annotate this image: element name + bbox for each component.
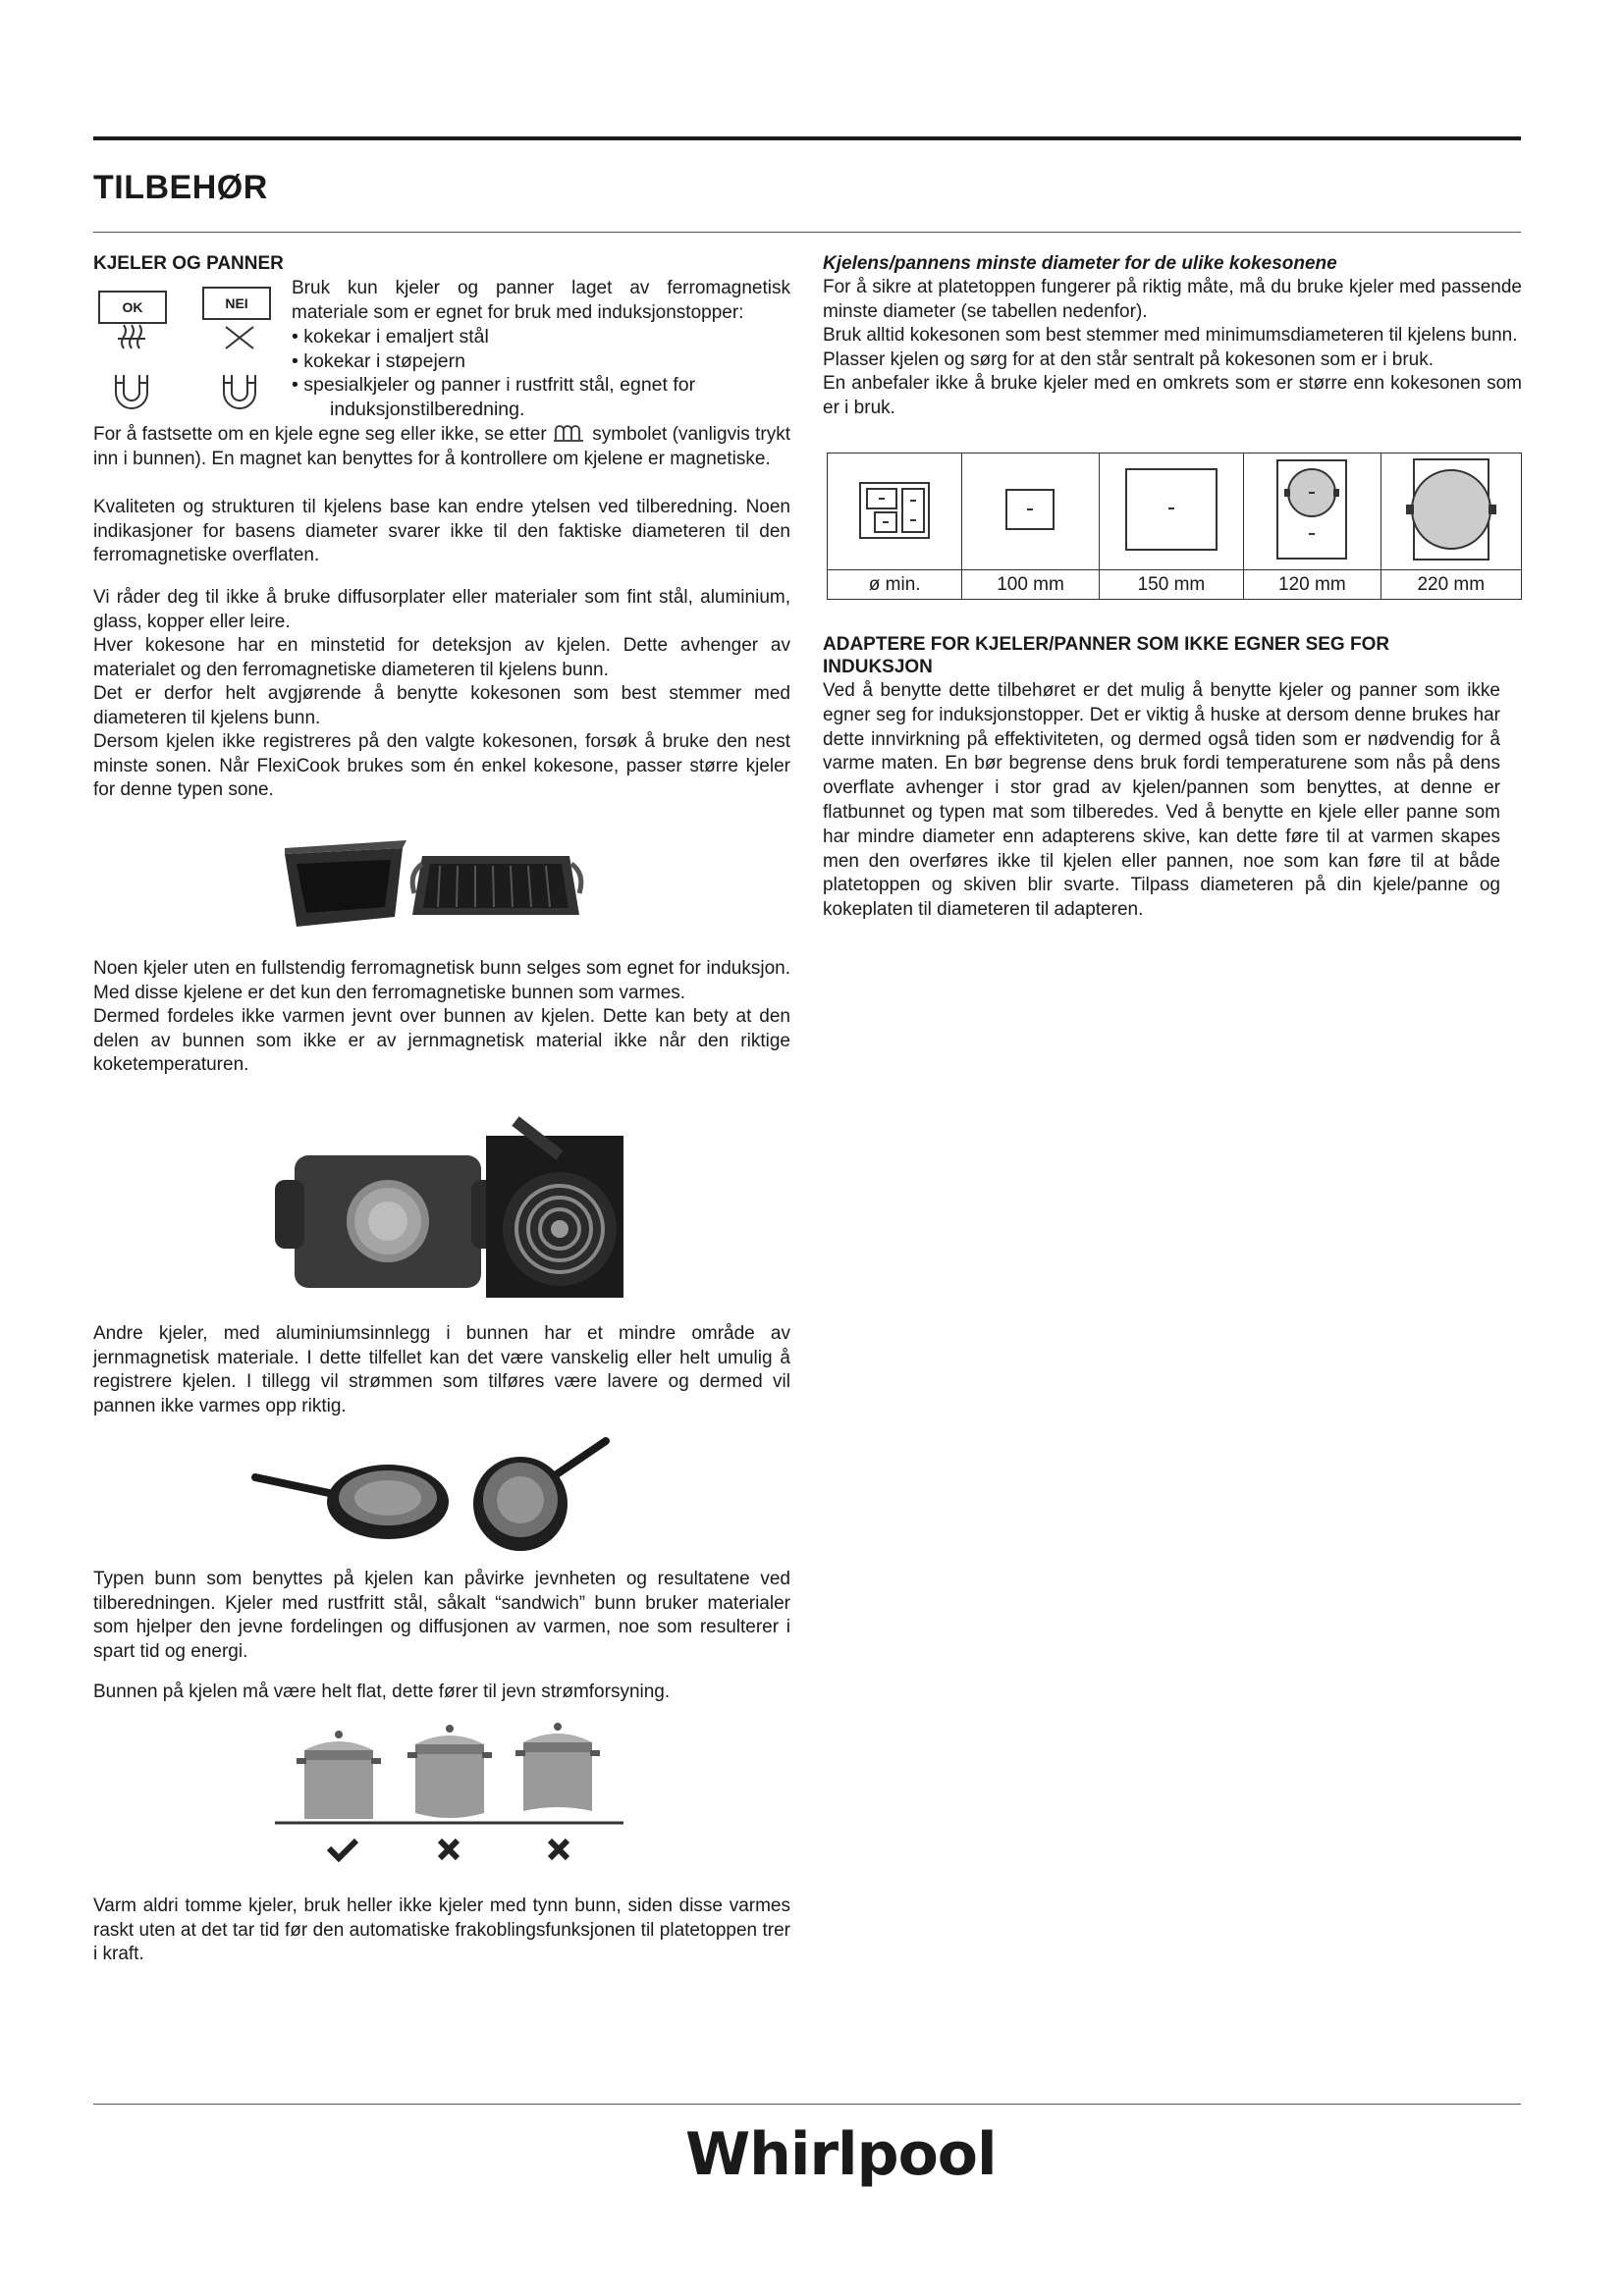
- list-item: • kokekar i støpejern: [292, 349, 465, 372]
- cross-icon-2: [550, 1841, 568, 1858]
- intro-line-2: materiale som er egnet for bruk med induksjonstopper:: [292, 301, 744, 323]
- cross-icon-1: [440, 1841, 458, 1858]
- min-diameter-table: [827, 453, 1522, 600]
- table-row: [828, 570, 1522, 600]
- zone-pan-small-icon: [1268, 455, 1356, 563]
- cross-icon: [226, 327, 253, 348]
- partial-base-pans-image: [275, 1111, 628, 1298]
- flat-base-pots-image: [275, 1723, 628, 1880]
- symbol-text-a: For å fastsette om en kjele egne seg eller ikke, se etter: [93, 424, 547, 445]
- symbol-paragraph: [93, 422, 790, 471]
- zone-220-cell: [1380, 454, 1521, 570]
- zone-pan-large-icon: [1402, 455, 1500, 563]
- pot-convex-icon: [515, 1723, 600, 1811]
- zone-small-icon: [1001, 485, 1060, 534]
- uneven-text: Dermed fordeles ikke varmen jevnt over bunnen av kjelen. Dette kan bety at den delen av bunnen som ikke er av jernmagnetisk material ikke når den riktige koketemperaturen.: [93, 1006, 790, 1075]
- roasting-pan-grill-image: [265, 825, 589, 937]
- zone-text: Det er derfor helt avgjørende å benytte kokesonen som best stemmer med diameteren til kjelens bunn.: [93, 683, 790, 728]
- zone-150-cell: [1099, 454, 1244, 570]
- partial-base-paragraph: [93, 957, 790, 1078]
- adapter-text: Ved å benytte dette tilbehøret er det mulig å benytte kjeler og panner som ikke egner seg for induksjonstopper. Det er viktig å huske at dersom denne brukes har dette innvirkning på effektiviteten, og dermed også tiden som er nødvendig for å varme maten. En bør begrense dens bruk fordi temperaturene som nås på dens overflate avhenger i stor grad av kjelen/pannen som benyttes, at denne er flatbunnet og typen mat som tilberedes. Ved å benytte en kjele eller panne som har mindre diameter enn adapterens skive, kan dette føre til at varmen skapes men den overføres ikke til kjelen eller pannen, noe som kan føre til at både platetoppen og skiven blir svarte. Tilpass diameteren på din kjele/panne og kokeplaten til diameteren til adapteren.: [823, 680, 1500, 921]
- page-title: TILBEHØR: [93, 169, 268, 206]
- intro-block: [292, 277, 790, 421]
- diameter-text-3: Plasser kjelen og sørg for at den står sentralt på kokesonen som er i bruk.: [823, 348, 1435, 370]
- pot-concave-icon: [407, 1725, 492, 1818]
- aluminium-text: Andre kjeler, med aluminiumsinnlegg i bunnen har et mindre område av jernmagnetisk materiale. I dette tilfellet kan det være vanskelig eller helt umulig å registrere kjelen. I tillegg vil strømmen som tilføres være lavere og dermed vil pannen ikke varmes opp riktig.: [93, 1323, 790, 1416]
- intro-line-1: Bruk kun kjeler og panner laget av ferromagnetisk: [292, 278, 790, 298]
- section-heading-pots: KJELER OG PANNER: [93, 253, 284, 274]
- list-item: induksjonstilberedning.: [330, 398, 525, 420]
- frying-pan-left-icon: [255, 1465, 449, 1539]
- diameter-text-4: En anbefaler ikke å bruke kjeler med en omkrets som er større enn kokesonen som er i bruk.: [823, 373, 1522, 418]
- cookware-list: [292, 325, 790, 421]
- magnet-icon-nei: [224, 375, 255, 408]
- table-cell: 220 mm: [1380, 570, 1521, 600]
- table-row: [828, 454, 1522, 570]
- magnet-icon: [116, 375, 147, 408]
- list-item: • spesialkjeler og panner i rustfritt stål, egnet for: [292, 374, 696, 396]
- ok-label: OK: [98, 291, 167, 324]
- pot-flat-icon: [297, 1731, 381, 1819]
- ok-nei-symbols-icon: [98, 324, 285, 412]
- nei-label: NEI: [202, 287, 271, 320]
- zone-layout-cell: [828, 454, 962, 570]
- check-icon: [329, 1841, 356, 1858]
- zone-large-icon: [1122, 465, 1220, 554]
- empty-pot-text: Varm aldri tomme kjeler, bruk heller ikke kjeler med tynn bunn, siden disse varmes raskt uten at det tar tid før den automatiske frakoblingsfunksjonen til platetoppen trer i kraft.: [93, 1896, 790, 1964]
- top-rule: [93, 136, 1521, 140]
- frying-pans-image: [250, 1433, 614, 1551]
- detect-text: Hver kokesone har en minstetid for deteksjon av kjelen. Dette avhenger av materialet og den ferromagnetiske diameteren til kjelens bunn.: [93, 635, 790, 680]
- whirlpool-logo: Whirlpool: [685, 2120, 997, 2189]
- quality-text: Kvaliteten og strukturen til kjelens base kan endre ytelsen ved tilberedning. Noen indikasjoner for basens diameter svarer ikke til den faktiske diameteren til den ferromagnetiske overflaten.: [93, 497, 790, 565]
- quality-paragraph: [93, 496, 790, 568]
- list-item: • kokekar i emaljert stål: [292, 326, 489, 347]
- zone-100-cell: [962, 454, 1099, 570]
- table-cell: 120 mm: [1244, 570, 1380, 600]
- grill-plate-icon: [412, 856, 581, 915]
- frying-pan-right-icon: [473, 1441, 606, 1551]
- diffuser-text: Vi råder deg til ikke å bruke diffusorplater eller materialer som fint stål, aluminium, glass, kopper eller leire.: [93, 587, 790, 632]
- frying-pan-spiral-icon: [486, 1121, 623, 1298]
- section-heading-diameter: Kjelens/pannens minste diameter for de ulike kokesonene: [823, 253, 1337, 274]
- heat-wave-icon: [118, 325, 145, 348]
- flat-base-paragraph: [93, 1681, 790, 1705]
- title-rule: [93, 232, 1521, 233]
- base-type-text: Typen bunn som benyttes på kjelen kan påvirke jevnheten og resultatene ved tilberedningen. Kjeler med rustfritt stål, såkalt “sandwich” bunn bruker materialer som hjelper den jevne fordelingen og diffusjonen av varmen, noe som resulterer i spart tid og energi.: [93, 1569, 790, 1662]
- hob-zones-icon: [855, 475, 934, 544]
- roasting-pan-icon: [285, 840, 406, 927]
- section-heading-adapter: ADAPTERE FOR KJELER/PANNER SOM IKKE EGNER SEG FOR INDUKSJON: [823, 634, 1390, 677]
- diameter-paragraphs: [823, 276, 1522, 420]
- base-type-paragraph: [93, 1568, 790, 1664]
- aluminium-paragraph: [93, 1322, 790, 1418]
- diameter-text-1: For å sikre at platetoppen fungerer på riktig måte, må du bruke kjeler med passende minste diameter (se tabellen nedenfor).: [823, 277, 1522, 322]
- footer-rule: [93, 2104, 1521, 2105]
- flexi-text: Dersom kjelen ikke registreres på den valgte kokesonen, forsøk å bruke den nest minste sonen. Når FlexiCook brukes som én enkel kokesone, passer større kjeler for denne typen sone.: [93, 731, 790, 800]
- flat-base-text: Bunnen på kjelen må være helt flat, dette fører til jevn strømforsyning.: [93, 1682, 671, 1702]
- table-cell: ø min.: [828, 570, 962, 600]
- coil-symbol-icon: [552, 422, 587, 444]
- table-cell: 150 mm: [1099, 570, 1244, 600]
- table-cell: 100 mm: [962, 570, 1099, 600]
- empty-pot-paragraph: [93, 1895, 790, 1967]
- diffuser-paragraph: [93, 586, 790, 803]
- zone-120-cell: [1244, 454, 1380, 570]
- adapter-paragraph: [823, 679, 1500, 923]
- griddle-underside-icon: [275, 1155, 501, 1288]
- symbol-text-b: symbolet (vanligvis trykt inn i bunnen). En magnet kan benyttes for å kontrollere om kjelene er magnetiske.: [93, 424, 790, 469]
- partial-text: Noen kjeler uten en fullstendig ferromagnetisk bunn selges som egnet for induksjon. Med disse kjelene er det kun den ferromagnetiske bunnen som varmes.: [93, 958, 790, 1003]
- diameter-text-2: Bruk alltid kokesonen som best stemmer med minimumsdiameteren til kjelens bunn.: [823, 325, 1518, 346]
